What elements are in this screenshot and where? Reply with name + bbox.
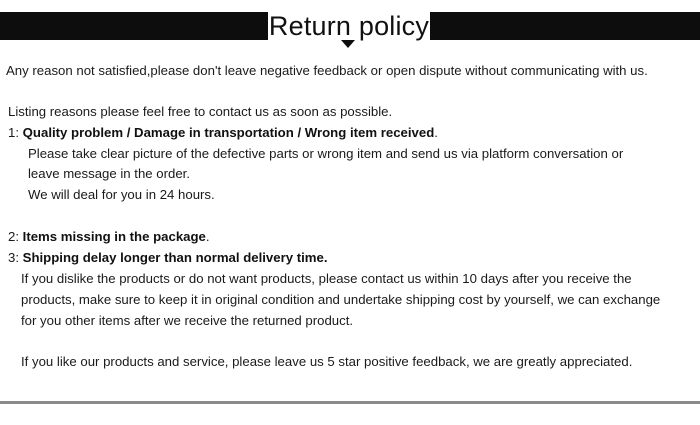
item-3-body-line-1: If you dislike the products or do not want products, please contact us within 10 days after you receive the bbox=[21, 271, 632, 286]
item-title: Items missing in the package bbox=[22, 229, 206, 244]
page-title: Return policy bbox=[268, 11, 430, 41]
item-title: Quality problem / Damage in transportation / Wrong item received bbox=[22, 125, 435, 140]
header-pointer bbox=[341, 40, 355, 48]
closing-text: If you like our products and service, please leave us 5 star positive feedback, we are greatly appreciated. bbox=[21, 354, 633, 369]
item-title: Shipping delay longer than normal delivery time. bbox=[22, 250, 328, 265]
policy-item-2 bbox=[8, 229, 210, 245]
bottom-divider bbox=[0, 401, 700, 404]
item-number: 3: bbox=[8, 250, 19, 265]
item-1-body-line-3: We will deal for you in 24 hours. bbox=[28, 187, 215, 202]
item-suffix: . bbox=[434, 125, 438, 140]
item-suffix: . bbox=[205, 229, 210, 244]
policy-item-1 bbox=[8, 125, 438, 141]
policy-item-3 bbox=[8, 250, 328, 266]
item-number: 2: bbox=[8, 229, 19, 244]
item-1-body-line-2: leave message in the order. bbox=[28, 166, 191, 181]
item-number: 1: bbox=[8, 125, 19, 140]
item-3-body-line-2: products, make sure to keep it in original condition and undertake shipping cost by yourself, we can exchange bbox=[21, 292, 661, 307]
intro-text: Any reason not satisfied,please don't leave negative feedback or open dispute without communicating with us. bbox=[6, 63, 648, 78]
item-1-body-line-1: Please take clear picture of the defective parts or wrong item and send us via platform conversation or bbox=[28, 146, 624, 161]
item-3-body-line-3: for you other items after we receive the returned product. bbox=[21, 313, 354, 328]
listing-note: Listing reasons please feel free to contact us as soon as possible. bbox=[8, 104, 393, 119]
